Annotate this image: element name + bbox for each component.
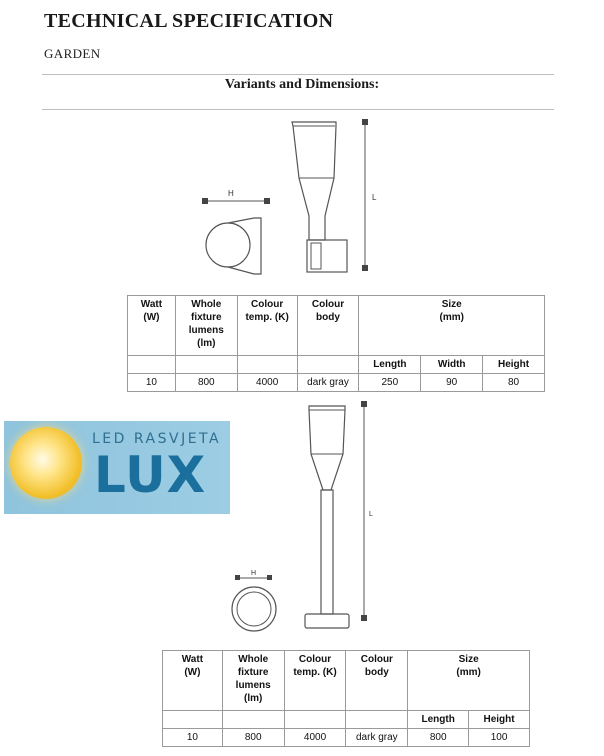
- cell-watt-2: 10: [163, 729, 223, 747]
- h-dimension-label-2: H: [251, 570, 257, 577]
- page-title: TECHNICAL SPECIFICATION: [44, 10, 334, 32]
- cell-height-2: 100: [469, 729, 530, 747]
- cell-colour-temp: 4000: [237, 374, 297, 392]
- cell-colour-temp-2: 4000: [284, 729, 346, 747]
- header-lumens: Whole fixture lumens (lm): [175, 296, 237, 356]
- spec-table-wall: [127, 295, 545, 392]
- cell-lumens: 800: [175, 374, 237, 392]
- subheader-height-2: Height: [469, 711, 530, 729]
- header-colour-temp: Colour temp. (K): [237, 296, 297, 356]
- sun-icon: [10, 427, 82, 499]
- section-title: Variants and Dimensions:: [224, 77, 380, 92]
- wall-lamp-drawing: [195, 112, 385, 282]
- l-dimension-label-2: L: [369, 511, 373, 518]
- cell-width: 90: [421, 374, 483, 392]
- subheader-length-2: Length: [408, 711, 469, 729]
- header-size-2: Size (mm): [408, 651, 530, 711]
- cell-watt: 10: [128, 374, 176, 392]
- spec-table-bollard: [162, 650, 530, 747]
- cell-length: 250: [359, 374, 421, 392]
- cell-colour-body-2: dark gray: [346, 729, 408, 747]
- header-colour-temp-2: Colour temp. (K): [284, 651, 346, 711]
- header-watt: Watt (W): [128, 296, 176, 356]
- subheader-height: Height: [483, 356, 545, 374]
- bollard-lamp-drawing: [225, 398, 385, 638]
- led-rasvjeta-lux-logo: [4, 421, 230, 514]
- logo-top-text: LED RASVJETA: [92, 431, 222, 447]
- cell-lumens-2: 800: [222, 729, 284, 747]
- cell-height: 80: [483, 374, 545, 392]
- page-subtitle: GARDEN: [44, 46, 101, 61]
- logo-main-text: LUX: [94, 446, 207, 504]
- subheader-length: Length: [359, 356, 421, 374]
- divider-top: [42, 74, 554, 75]
- h-dimension-label: H: [228, 189, 234, 198]
- header-colour-body-2: Colour body: [346, 651, 408, 711]
- cell-length-2: 800: [408, 729, 469, 747]
- header-lumens-2: Whole fixture lumens (lm): [222, 651, 284, 711]
- divider-bottom: [42, 109, 554, 110]
- header-colour-body: Colour body: [297, 296, 359, 356]
- subheader-width: Width: [421, 356, 483, 374]
- header-watt-2: Watt (W): [163, 651, 223, 711]
- cell-colour-body: dark gray: [297, 374, 359, 392]
- header-size: Size (mm): [359, 296, 545, 356]
- l-dimension-label: L: [372, 193, 377, 202]
